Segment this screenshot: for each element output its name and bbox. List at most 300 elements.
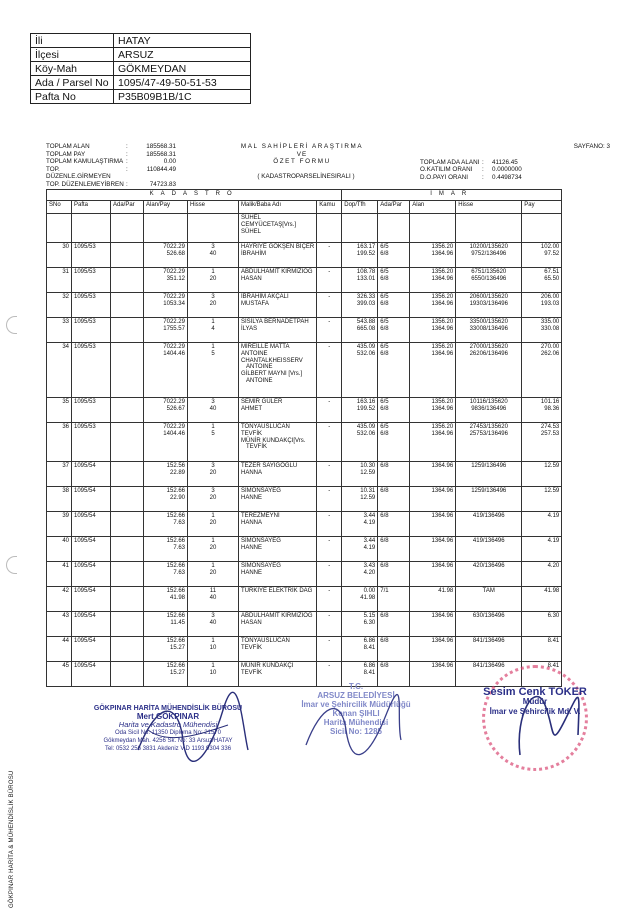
cell-line: 25753/136496 [469, 430, 508, 437]
cell-line: 4.19 [363, 544, 376, 551]
table-cell [144, 537, 188, 562]
cell-line: 6/5 [380, 244, 389, 250]
owner-name-line: SÜHEL [241, 215, 262, 221]
cell-line: HANNE [241, 544, 263, 551]
table-cell [522, 512, 562, 537]
cell-line: 1 [211, 344, 215, 350]
summary-ratios [420, 143, 610, 181]
cell-line: 3.44 [363, 513, 376, 519]
cell-line: HANNE [241, 569, 263, 576]
cell-line: 1 [211, 319, 215, 325]
table-cell [410, 512, 456, 537]
form-title [172, 143, 432, 166]
cell-line: 8.41 [547, 638, 560, 644]
table-cell: 1095/53 [72, 398, 111, 423]
table-cell [188, 398, 239, 423]
summary-ratio-row [420, 159, 610, 167]
cell-line: 10 [209, 669, 217, 676]
summary-total-label: TOP. DÜZENLE.GİRMEYEN [46, 165, 111, 180]
table-cell [111, 612, 144, 637]
table-cell [410, 537, 456, 562]
cell-line: 12.59 [360, 494, 376, 501]
cell-line: 7022.29 [163, 244, 185, 250]
cell-line: TONYAUSLUCAN [241, 424, 290, 430]
table-cell: 32 [47, 293, 72, 318]
cell-line: 20 [209, 494, 217, 501]
summary-colon: : [126, 158, 128, 165]
cell-line: 20 [209, 300, 217, 307]
table-cell [378, 637, 410, 662]
cell-line: 532.06 [356, 430, 376, 437]
table-cell [239, 587, 317, 612]
table-cell: - [317, 512, 342, 537]
cell-line: 6.30 [363, 619, 376, 626]
column-header: Alan [410, 201, 456, 214]
cell-line: 41.98 [169, 594, 185, 601]
summary-total-label: TOPLAM KAMULAŞTIRMA [46, 158, 124, 165]
table-cell [188, 512, 239, 537]
table-cell [410, 268, 456, 293]
cell-line: 6/8 [380, 513, 389, 519]
table-cell [456, 398, 522, 423]
cell-line: 6/8 [380, 663, 389, 669]
table-cell [144, 462, 188, 487]
table-cell: - [317, 612, 342, 637]
table-cell: 34 [47, 343, 72, 398]
cell-line: SİMONSAYEĞ [241, 538, 281, 544]
cell-line: 7022.29 [163, 269, 185, 275]
cell-line: 1755.57 [163, 325, 185, 332]
table-cell: 44 [47, 637, 72, 662]
table-cell [144, 423, 188, 462]
cell-line: 420/136496 [472, 563, 505, 569]
table-cell [378, 343, 410, 398]
table-cell: 1095/53 [72, 423, 111, 462]
section-kadastro: KADASTRO [47, 190, 342, 201]
table-cell [188, 214, 239, 243]
table-cell [111, 214, 144, 243]
table-cell [111, 398, 144, 423]
cell-line: 6/8 [380, 250, 389, 257]
cell-line: 1356.20 [431, 269, 454, 275]
cell-line: 419/136496 [472, 538, 505, 544]
table-cell: - [317, 662, 342, 687]
cell-line: 133.01 [356, 275, 376, 282]
table-cell [239, 462, 317, 487]
table-cell [188, 612, 239, 637]
table-cell [144, 343, 188, 398]
table-cell [410, 293, 456, 318]
cell-line: 10 [209, 644, 217, 651]
table-cell [188, 662, 239, 687]
cell-line: 4 [211, 325, 215, 332]
bureau-registry: Oda Sicil No: 11350 Diploma No: 21570 [115, 730, 221, 736]
cell-line: 22.89 [169, 469, 185, 476]
cell-line: 6/8 [380, 463, 389, 469]
summary-total-label: TOP. DÜZENLEMEYİBREN [46, 180, 124, 188]
cell-line: 1 [211, 538, 215, 544]
table-cell [239, 512, 317, 537]
summary-total-row [46, 166, 196, 181]
table-cell [239, 293, 317, 318]
table-cell [378, 214, 410, 243]
table-row [47, 398, 562, 423]
summary-total-label: TOPLAM ALAN [46, 143, 90, 150]
table-cell [522, 343, 562, 398]
summary-ratio-label: D.O.PAYI ORANI [420, 173, 469, 181]
table-cell [239, 343, 317, 398]
info-value: GÖKMEYDAN [114, 62, 251, 76]
table-cell: - [317, 293, 342, 318]
column-header: SNo [47, 201, 72, 214]
table-cell [522, 462, 562, 487]
table-cell: - [317, 423, 342, 462]
cell-line: 7022.29 [163, 344, 185, 350]
info-row [31, 90, 251, 104]
cell-line: 6/8 [380, 638, 389, 644]
form-title-line2: VE [296, 150, 308, 158]
summary-ratio-value: 0.4498734 [492, 173, 522, 181]
cell-line: TEVFİK [246, 444, 268, 451]
cell-line: TEVFİK [241, 644, 263, 651]
table-cell: 1095/54 [72, 612, 111, 637]
cell-line: 26206/136496 [469, 350, 508, 357]
cell-line: 6550/136496 [471, 275, 507, 282]
cell-line: 6/8 [380, 350, 389, 357]
cell-line: SİSİLYA BERNADETPAH [241, 319, 309, 325]
table-cell: 1095/54 [72, 562, 111, 587]
cell-line: 10.31 [360, 488, 376, 494]
table-cell [378, 423, 410, 462]
table-cell [522, 487, 562, 512]
table-cell [522, 243, 562, 268]
table-cell [317, 214, 342, 243]
cell-line: 108.78 [356, 269, 376, 275]
cell-line: 1356.20 [431, 319, 454, 325]
cell-line: 1364.96 [431, 325, 454, 332]
cell-line: 6/8 [380, 613, 389, 619]
cell-line: 1364.96 [431, 405, 454, 412]
cell-line: 3 [211, 488, 215, 494]
director-dept: İmar ve Şehircilik Md. V. [489, 707, 581, 716]
table-cell [239, 487, 317, 512]
table-cell [72, 214, 111, 243]
table-cell [144, 214, 188, 243]
table-cell [522, 537, 562, 562]
cell-line: HANNA [241, 469, 263, 476]
summary-total-value: 110844.49 [146, 165, 176, 173]
cell-line: 1356.20 [431, 344, 454, 350]
table-cell [144, 662, 188, 687]
table-cell [456, 214, 522, 243]
owner-name-line: CEMYÜCETAŞ[Vrs.] [241, 221, 297, 228]
cell-line: 6/8 [380, 488, 389, 494]
table-cell [342, 637, 378, 662]
cell-line: 7.63 [173, 544, 185, 551]
table-cell: 39 [47, 512, 72, 537]
table-cell [239, 398, 317, 423]
cell-line: 20 [209, 569, 217, 576]
cell-line: MİREİLLE MATTA [241, 344, 290, 350]
cell-line: 841/136496 [472, 663, 505, 669]
column-header: Pay [522, 201, 562, 214]
table-cell: 1095/54 [72, 537, 111, 562]
table-cell: 35 [47, 398, 72, 423]
cell-line: MÜNİR KUNDAKÇI [241, 663, 294, 669]
cell-line: 20 [209, 544, 217, 551]
cell-line: 10200/135620 [469, 244, 508, 250]
table-row [47, 512, 562, 537]
table-cell [410, 398, 456, 423]
table-cell: 1095/54 [72, 512, 111, 537]
cell-line: 7022.29 [163, 424, 185, 430]
table-cell: 30 [47, 243, 72, 268]
table-cell [342, 537, 378, 562]
table-cell [239, 537, 317, 562]
table-cell [522, 214, 562, 243]
cell-line: 20 [209, 275, 217, 282]
table-row [47, 423, 562, 462]
table-cell [456, 487, 522, 512]
cell-line: TEREZMEYNİ [241, 513, 280, 519]
bureau-address: Gökmeydan Mah. 4256 Sk. No: 33 Arsuz/HATAY [103, 738, 233, 744]
section-imar: İMAR [342, 190, 562, 201]
info-row [31, 34, 251, 48]
table-cell [144, 637, 188, 662]
cell-line: 1364.96 [431, 638, 454, 644]
cell-line: 33500/135620 [469, 319, 508, 325]
municipality-officer-title: Harita Mühendisi [323, 718, 389, 727]
punch-hole-mark [6, 316, 17, 334]
cell-line: 98.36 [544, 405, 560, 412]
table-row [47, 293, 562, 318]
table-cell [239, 268, 317, 293]
cell-line: 11.45 [170, 619, 185, 626]
bureau-signature [128, 690, 258, 770]
table-cell [522, 612, 562, 637]
table-cell [342, 423, 378, 462]
cell-line: 630/136496 [472, 613, 505, 619]
cell-line: İBRAHİM [241, 250, 267, 257]
cell-line: 1364.96 [431, 513, 454, 519]
cell-line: 435.09 [356, 424, 376, 430]
column-header: Dop/Tfh [342, 201, 378, 214]
table-cell: - [317, 562, 342, 587]
table-cell [342, 462, 378, 487]
table-cell [456, 612, 522, 637]
table-cell [410, 318, 456, 343]
cell-line: 8.41 [547, 663, 560, 669]
cell-line: 10.30 [360, 463, 376, 469]
info-row [31, 76, 251, 90]
cell-line: İBRAHİM AKÇALI [241, 294, 289, 300]
table-cell [410, 343, 456, 398]
column-header: Alan/Pay [144, 201, 188, 214]
cell-line: ABDULHAMİT KIRMIZIOĞ [241, 613, 313, 619]
column-header: Kamu [317, 201, 342, 214]
table-cell [342, 318, 378, 343]
cell-line: 6/5 [380, 399, 389, 405]
summary-colon: : [482, 166, 484, 173]
table-cell [522, 562, 562, 587]
table-cell [378, 612, 410, 637]
cell-line: 6.86 [363, 638, 376, 644]
summary-ratio-label: O.KATILIM ORANI [420, 166, 473, 173]
cell-line: 841/136496 [472, 638, 505, 644]
table-cell: - [317, 398, 342, 423]
table-cell: - [317, 462, 342, 487]
cell-line: MÜNİR KUNDAKÇI[Vrs. [241, 437, 306, 444]
table-cell [188, 423, 239, 462]
table-cell [239, 423, 317, 462]
table-cell: 1095/53 [72, 343, 111, 398]
cell-line: 101.16 [540, 399, 560, 405]
summary-colon: : [482, 158, 484, 166]
summary-total-value: 0.00 [163, 158, 176, 165]
cell-line: 6/8 [380, 563, 389, 569]
cell-line: 163.16 [356, 399, 376, 405]
table-cell [111, 268, 144, 293]
table-cell: - [317, 318, 342, 343]
table-cell [378, 268, 410, 293]
table-cell: 1095/53 [72, 268, 111, 293]
table-cell [111, 293, 144, 318]
page-number: SAYFANO: 3 [573, 143, 610, 150]
municipality-signature [296, 690, 406, 770]
cell-line: 326.33 [356, 294, 376, 300]
cell-line: 1364.96 [431, 430, 454, 437]
cell-line: 41.98 [544, 588, 560, 594]
table-cell: 41 [47, 562, 72, 587]
info-row [31, 62, 251, 76]
cell-line: 1356.20 [431, 244, 454, 250]
info-value: HATAY [114, 34, 251, 48]
cell-line: 526.68 [166, 250, 185, 257]
cell-line: 12.59 [544, 488, 560, 494]
table-cell [456, 637, 522, 662]
cell-line: 152.66 [166, 638, 185, 644]
table-cell: 31 [47, 268, 72, 293]
table-cell [456, 537, 522, 562]
cell-line: 3 [211, 613, 215, 619]
cell-line: 6751/135620 [471, 269, 507, 275]
table-cell [188, 537, 239, 562]
table-cell [111, 487, 144, 512]
table-cell [188, 637, 239, 662]
table-cell [522, 268, 562, 293]
cell-line: 6/5 [380, 344, 389, 350]
table-cell [410, 487, 456, 512]
table-cell [456, 318, 522, 343]
cell-line: 6/5 [380, 319, 389, 325]
cell-line: 3 [211, 463, 215, 469]
cell-line: 330.08 [540, 325, 560, 332]
column-header: Pafta [72, 201, 111, 214]
table-cell: 1095/53 [72, 243, 111, 268]
table-cell [239, 612, 317, 637]
table-cell [522, 637, 562, 662]
cell-line: 351.12 [166, 275, 185, 282]
cell-line: 7022.29 [163, 294, 185, 300]
table-cell: 1095/54 [72, 587, 111, 612]
cell-line: 97.52 [544, 250, 560, 257]
director-name: Sesim Cenk TOKER [483, 686, 587, 698]
table-cell [144, 268, 188, 293]
table-row [47, 462, 562, 487]
cell-line: 1364.96 [431, 538, 454, 544]
table-cell: 43 [47, 612, 72, 637]
table-cell [410, 562, 456, 587]
cell-line: 27000/135620 [469, 344, 508, 350]
cell-line: 262.06 [540, 350, 560, 357]
cell-line: 7.63 [173, 569, 185, 576]
summary-total-value: 185568.31 [146, 143, 176, 150]
summary-colon: : [482, 173, 484, 181]
table-cell [144, 487, 188, 512]
column-header: Ada/Par [111, 201, 144, 214]
table-row [47, 487, 562, 512]
cell-line: 199.52 [356, 250, 376, 257]
table-cell [111, 462, 144, 487]
summary-colon: : [126, 165, 128, 173]
table-cell [111, 318, 144, 343]
cell-line: 6/5 [380, 294, 389, 300]
table-cell: 1095/54 [72, 662, 111, 687]
cell-line: 419/136496 [472, 513, 505, 519]
table-cell [378, 318, 410, 343]
table-cell [239, 243, 317, 268]
cell-line: 1364.96 [431, 463, 454, 469]
cell-line: 3 [211, 244, 215, 250]
table-cell [456, 343, 522, 398]
table-cell: 1095/54 [72, 462, 111, 487]
cell-line: 1404.46 [163, 350, 185, 357]
form-title-line3: ÖZET FORMU [273, 158, 331, 165]
table-cell [456, 587, 522, 612]
table-cell [111, 423, 144, 462]
table-cell: 1095/54 [72, 637, 111, 662]
table-cell [188, 462, 239, 487]
table-cell [456, 423, 522, 462]
cell-line: 6/8 [380, 405, 389, 412]
table-cell: - [317, 637, 342, 662]
summary-ratio-value: 0.0000000 [492, 166, 522, 173]
table-cell [188, 243, 239, 268]
cell-line: 6/8 [380, 430, 389, 437]
info-row [31, 48, 251, 62]
cell-line: 102.00 [540, 244, 560, 250]
table-cell: 38 [47, 487, 72, 512]
cell-line: 6/8 [380, 538, 389, 544]
cell-line: 199.52 [356, 405, 376, 412]
table-cell [342, 398, 378, 423]
table-cell [239, 562, 317, 587]
cell-line: 40 [209, 250, 217, 257]
cell-line: 7022.29 [163, 399, 185, 405]
cell-line: 152.66 [166, 588, 185, 594]
side-vertical-text: GÖKPINAR HARİTA & MÜHENDİSLİK BÜROSU [9, 770, 15, 908]
table-cell [456, 512, 522, 537]
table-row [47, 637, 562, 662]
table-cell: 37 [47, 462, 72, 487]
cell-line: 4.20 [547, 563, 560, 569]
cell-line: 6/8 [380, 275, 389, 282]
municipality-tc: T.C. [348, 682, 364, 691]
cell-line: MUSTAFA [241, 300, 269, 307]
cell-line: 270.00 [540, 344, 560, 350]
table-cell [47, 214, 72, 243]
table-cell [111, 637, 144, 662]
